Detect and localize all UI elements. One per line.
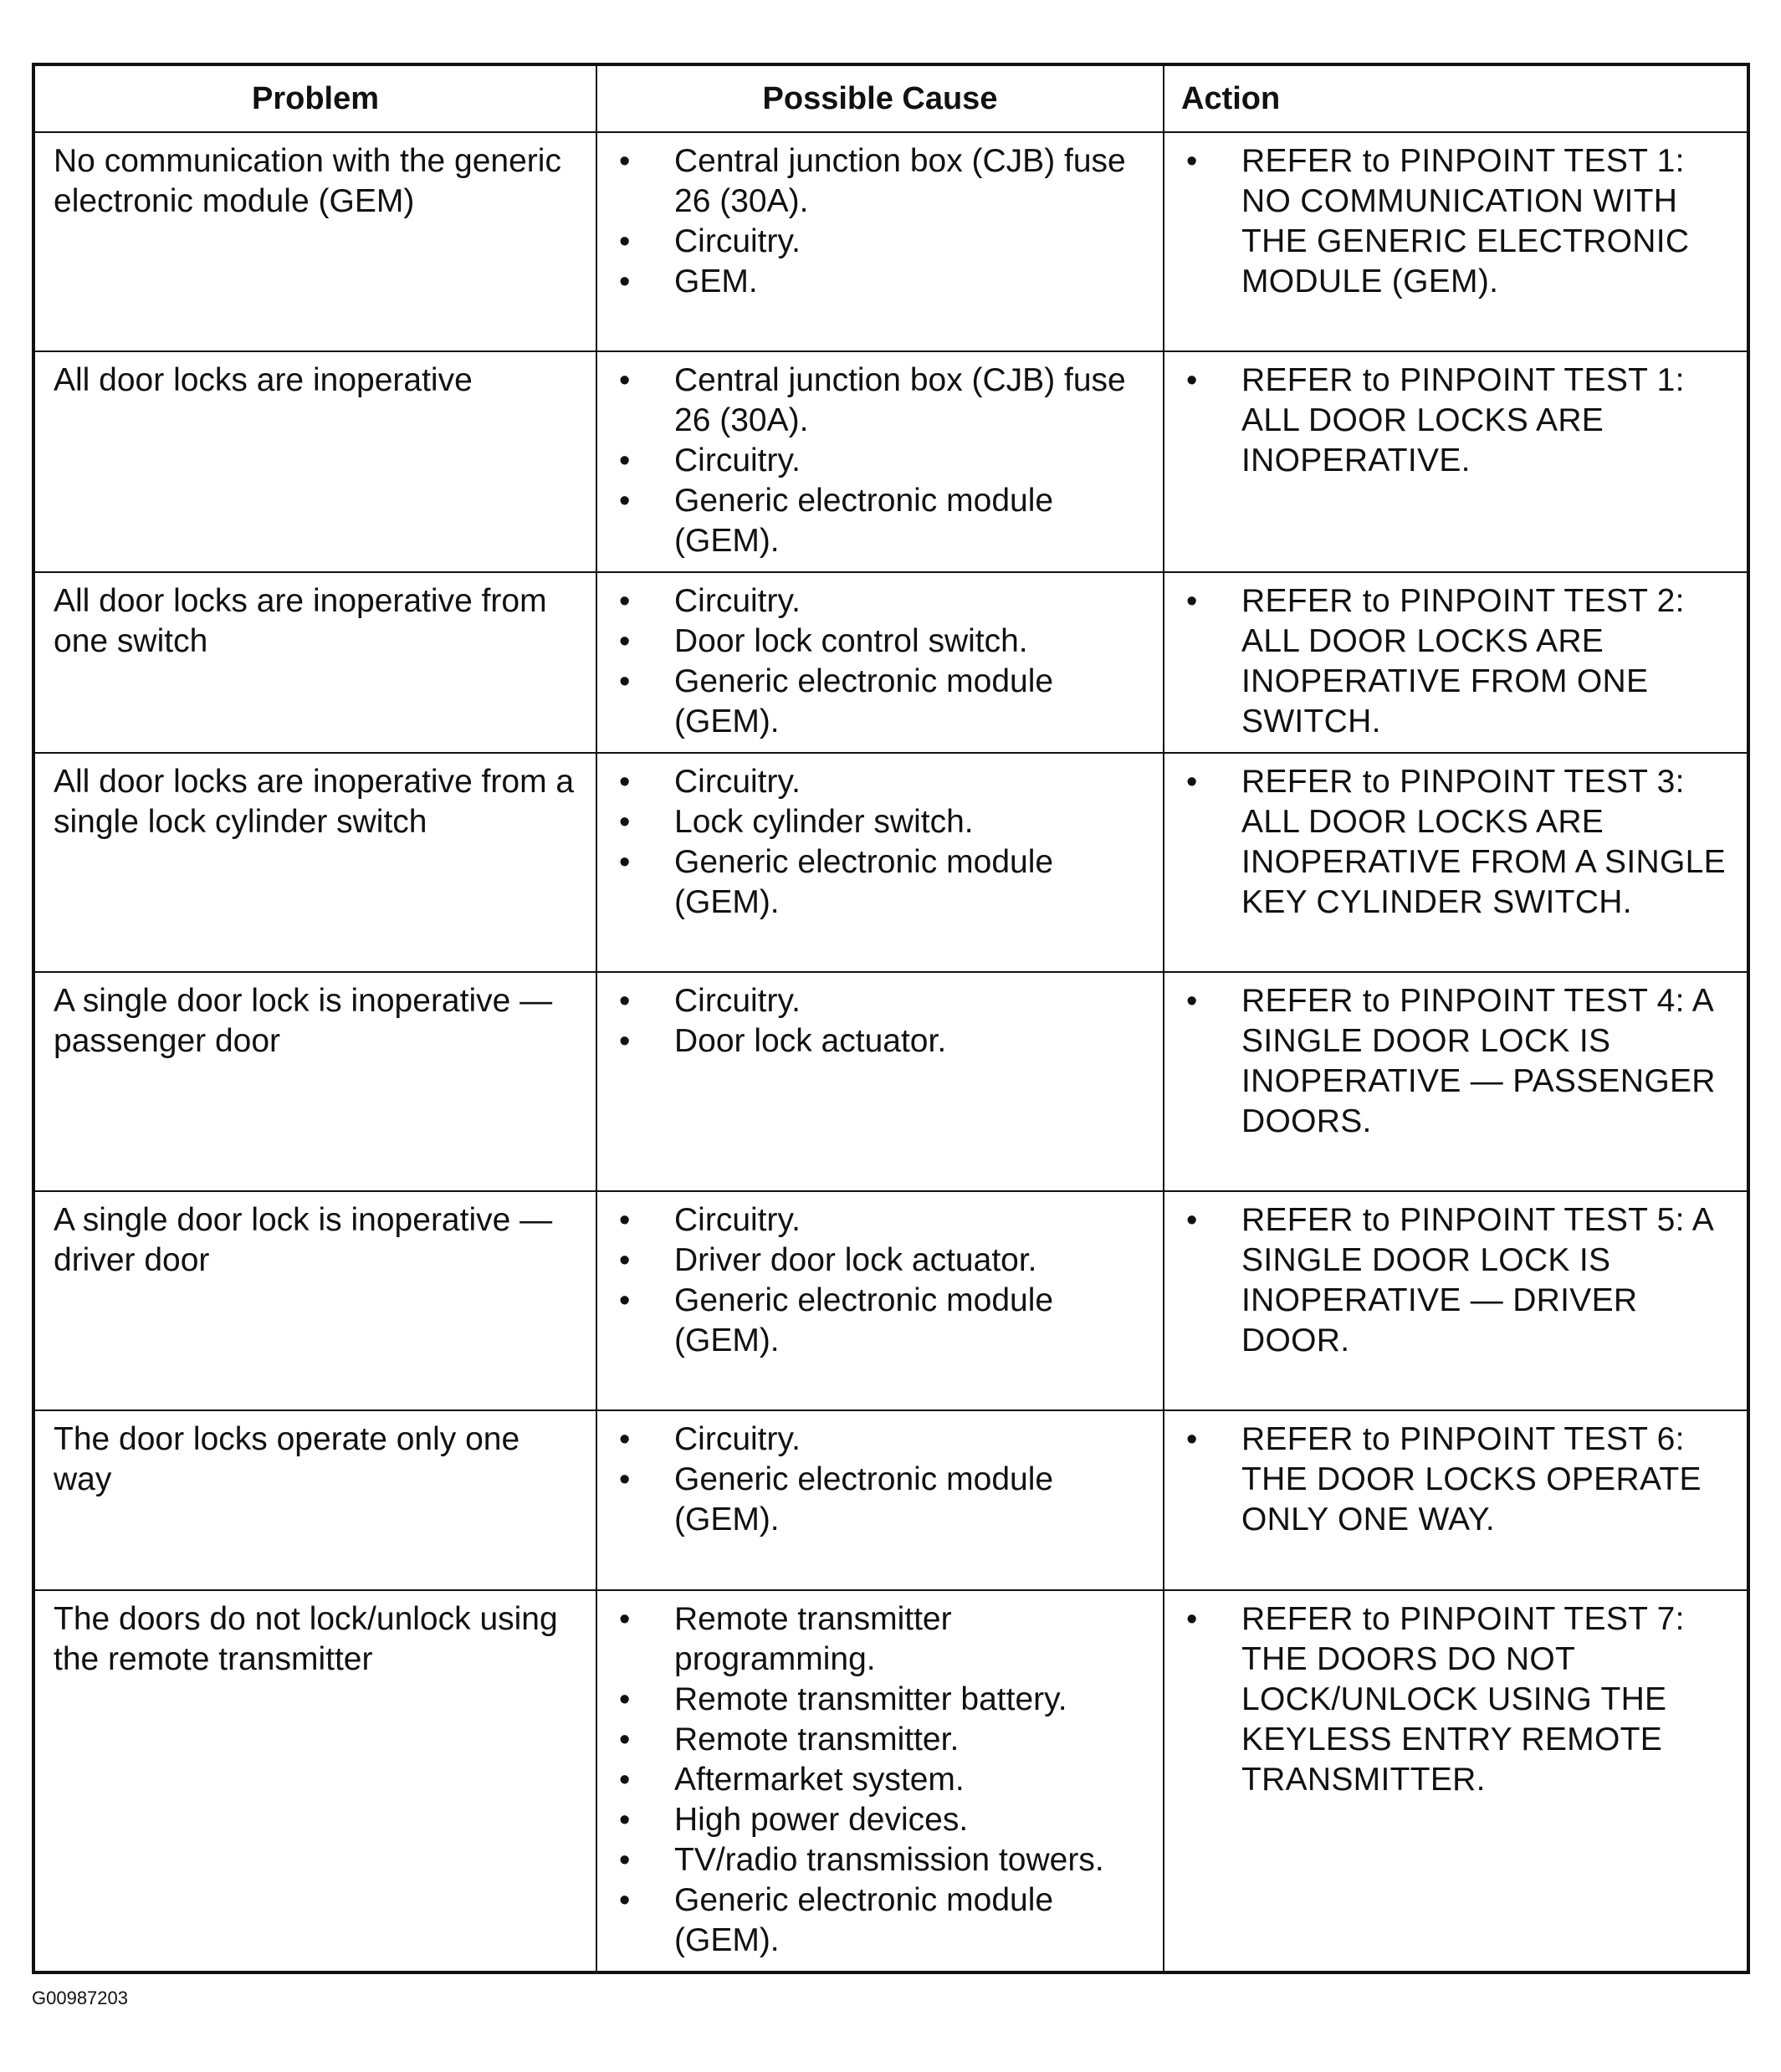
- cause-item: • Circuitry.: [616, 981, 1153, 1021]
- problem-cell: A single door lock is inoperative — passenger door: [33, 972, 596, 1191]
- action-cell: [1164, 132, 1748, 351]
- table-row: [33, 1410, 1748, 1590]
- cause-item: • Circuitry.: [616, 762, 1153, 802]
- action-item: • REFER to PINPOINT TEST 3: ALL DOOR LOCKS ARE INOPERATIVE FROM A SINGLE KEY CYLINDER SWITCH.: [1183, 762, 1737, 923]
- symptom-chart-table: [32, 63, 1750, 1974]
- action-item: • REFER to PINPOINT TEST 1: NO COMMUNICATION WITH THE GENERIC ELECTRONIC MODULE (GEM).: [1183, 141, 1737, 302]
- table-row: [33, 1191, 1748, 1410]
- problem-cell: All door locks are inoperative from a single lock cylinder switch: [33, 753, 596, 972]
- cause-item: • Remote transmitter battery.: [616, 1680, 1153, 1720]
- problem-cell: The doors do not lock/unlock using the remote transmitter: [33, 1590, 596, 1972]
- table-row: [33, 753, 1748, 972]
- table-row: [33, 132, 1748, 351]
- cause-item: • Generic electronic module (GEM).: [616, 1281, 1153, 1361]
- header-problem: Problem: [33, 64, 596, 132]
- cause-item: • Generic electronic module (GEM).: [616, 842, 1153, 923]
- cause-item: • Generic electronic module (GEM).: [616, 481, 1153, 561]
- action-item: • REFER to PINPOINT TEST 6: THE DOOR LOCKS OPERATE ONLY ONE WAY.: [1183, 1420, 1737, 1540]
- cause-cell: [596, 1410, 1164, 1590]
- cause-item: • Generic electronic module (GEM).: [616, 1460, 1153, 1540]
- action-cell: [1164, 351, 1748, 572]
- table-row: [33, 351, 1748, 572]
- cause-item: • Central junction box (CJB) fuse 26 (30A).: [616, 361, 1153, 441]
- cause-cell: [596, 572, 1164, 753]
- cause-cell: [596, 351, 1164, 572]
- cause-item: • TV/radio transmission towers.: [616, 1840, 1153, 1880]
- action-cell: [1164, 572, 1748, 753]
- cause-item: • Central junction box (CJB) fuse 26 (30A).: [616, 141, 1153, 222]
- action-item: • REFER to PINPOINT TEST 5: A SINGLE DOOR LOCK IS INOPERATIVE — DRIVER DOOR.: [1183, 1200, 1737, 1361]
- action-cell: [1164, 753, 1748, 972]
- cause-item: • Generic electronic module (GEM).: [616, 1880, 1153, 1961]
- action-cell: [1164, 1590, 1748, 1972]
- cause-item: • Driver door lock actuator.: [616, 1241, 1153, 1281]
- problem-cell: No communication with the generic electronic module (GEM): [33, 132, 596, 351]
- cause-cell: [596, 1191, 1164, 1410]
- cause-item: • Lock cylinder switch.: [616, 802, 1153, 842]
- table-row: [33, 1590, 1748, 1972]
- cause-cell: [596, 972, 1164, 1191]
- action-cell: [1164, 1410, 1748, 1590]
- cause-item: • Circuitry.: [616, 1420, 1153, 1460]
- table-row: [33, 572, 1748, 753]
- problem-cell: All door locks are inoperative: [33, 351, 596, 572]
- table-row: [33, 972, 1748, 1191]
- cause-cell: [596, 753, 1164, 972]
- problem-cell: The door locks operate only one way: [33, 1410, 596, 1590]
- header-possible-cause: Possible Cause: [596, 64, 1164, 132]
- header-action: Action: [1164, 64, 1748, 132]
- cause-item: • Aftermarket system.: [616, 1760, 1153, 1800]
- cause-item: • Circuitry.: [616, 441, 1153, 481]
- action-cell: [1164, 972, 1748, 1191]
- cause-item: • High power devices.: [616, 1800, 1153, 1840]
- cause-item: • Remote transmitter.: [616, 1720, 1153, 1760]
- header-row: [33, 64, 1748, 132]
- action-cell: [1164, 1191, 1748, 1410]
- cause-cell: [596, 1590, 1164, 1972]
- cause-item: • Generic electronic module (GEM).: [616, 662, 1153, 742]
- action-item: • REFER to PINPOINT TEST 2: ALL DOOR LOCKS ARE INOPERATIVE FROM ONE SWITCH.: [1183, 581, 1737, 742]
- cause-item: • Door lock control switch.: [616, 622, 1153, 662]
- action-item: • REFER to PINPOINT TEST 4: A SINGLE DOOR LOCK IS INOPERATIVE — PASSENGER DOORS.: [1183, 981, 1737, 1142]
- cause-item: • Remote transmitter programming.: [616, 1599, 1153, 1680]
- cause-item: • Circuitry.: [616, 222, 1153, 262]
- problem-cell: A single door lock is inoperative — driver door: [33, 1191, 596, 1410]
- figure-id-label: G00987203: [32, 1988, 128, 2008]
- problem-cell: All door locks are inoperative from one switch: [33, 572, 596, 753]
- cause-item: • GEM.: [616, 262, 1153, 302]
- cause-item: • Circuitry.: [616, 581, 1153, 622]
- cause-item: • Circuitry.: [616, 1200, 1153, 1241]
- cause-cell: [596, 132, 1164, 351]
- action-item: • REFER to PINPOINT TEST 7: THE DOORS DO NOT LOCK/UNLOCK USING THE KEYLESS ENTRY REMOTE TRANSMITTER.: [1183, 1599, 1737, 1800]
- action-item: • REFER to PINPOINT TEST 1: ALL DOOR LOCKS ARE INOPERATIVE.: [1183, 361, 1737, 481]
- cause-item: • Door lock actuator.: [616, 1021, 1153, 1062]
